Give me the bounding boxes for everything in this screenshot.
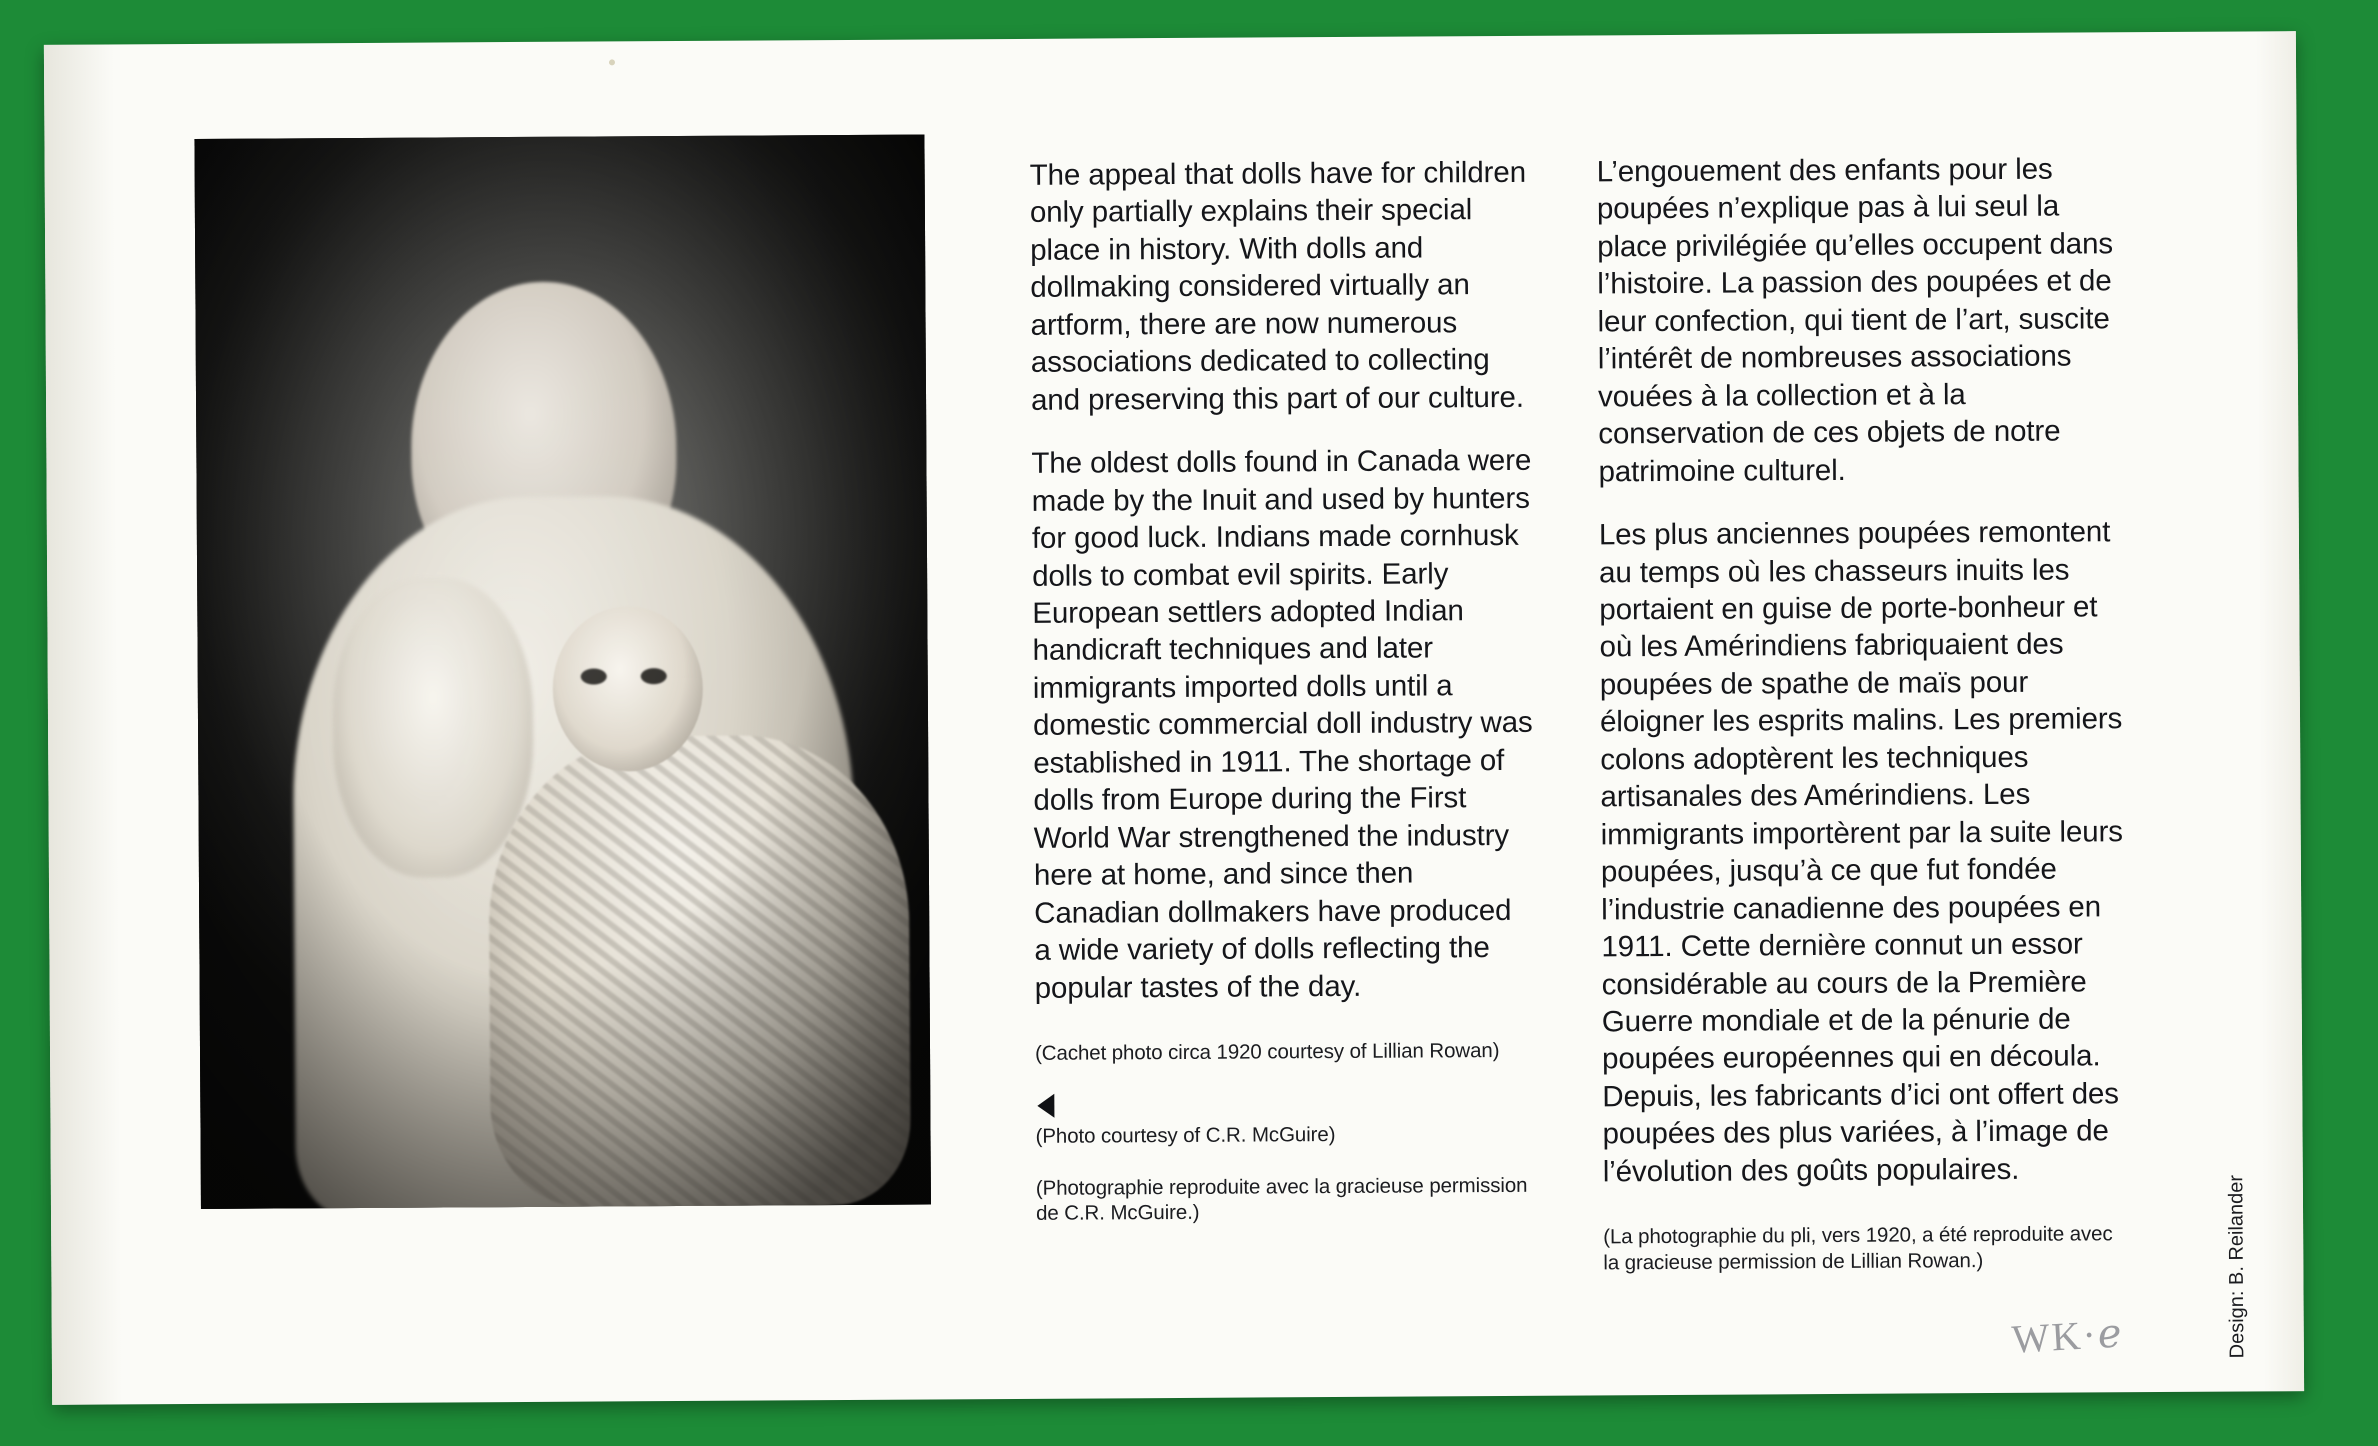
card-inner [44,31,2304,1405]
english-paragraph-2: The oldest dolls found in Canada were made by the Inuit and used by hunters for good luck. Indians made cornhusk dolls to combat evil spirits. Early European settlers adopted Indian handicraft techniques and later immigrants imported dolls until a domestic commercial doll industry was established in 1911. The shortage of dolls from Europe during the First World War strengthened the industry here at home, and since then Canadian dollmakers have produced a wide variety of dolls reflecting the popular tastes of the day. [1031,443,1533,1005]
souvenir-card [44,31,2304,1405]
english-photo-credit: (Photo courtesy of C.R. McGuire) [1035,1123,1336,1149]
french-cachet-credit-block [1603,1221,2133,1275]
photo-vignette [194,135,931,1209]
english-paragraph-1: The appeal that dolls have for children only partially explains their special place in history. With dolls and dollmaking considered virtually an artform, there are now numerous associations dedicated to collecting and preserving this part of our culture. [1029,155,1527,417]
french-cachet-credit: (La photographie du pli, vers 1920, a été reproduite avec la gracieuse permission de Lillian Rowan.) [1603,1222,2113,1275]
english-photo-credit-block [1035,1091,1536,1226]
english-cachet-credit-block [1035,1038,1535,1066]
english-cachet-credit: (Cachet photo circa 1920 courtesy of Lillian Rowan) [1034,1038,1500,1065]
girl-holding-doll-photograph [194,135,931,1209]
english-text-column [1030,154,1537,1227]
pencil-annotation: WK·ℯ [2010,1310,2125,1362]
french-photo-credit: (Photographie reproduite avec la gracieuse permission de C.R. McGuire.) [1035,1173,1528,1226]
left-triangle-icon [1037,1094,1054,1118]
designer-credit: Design: B. Reilander [2224,1174,2248,1359]
french-text-column [1597,150,2134,1275]
french-paragraph-2: Les plus anciennes poupées remontent au temps où les chasseurs inuits les portaient en guise de porte-bonheur et où les Amérindiens fabriquaient des poupées de spathe de maïs pour éloigner les esprits malins. Les premiers colons adoptèrent les techniques artisanales des Amérindiens. Les immigrants importèrent par la suite leurs poupées, jusqu’à ce que fut fondée l’industrie canadienne des poupées en 1911. Cette dernière connut un essor considérable au cours de la Première Guerre mondiale et de la pénurie de poupées européennes qui en découla. Depuis, les fabricants d’ici ont offert des poupées des plus variées, à l’image de l’évolution des goûts populaires. [1598,515,2123,1189]
paper-speck [609,59,615,65]
french-paragraph-1: L’engouement des enfants pour les poupées n’explique pas à lui seul la place privilégiée qu’elles occupent dans l’histoire. La passion des poupées et de leur confection, qui tient de l’art, suscite l’intérêt de nombreuses associations vouées à la collection et à la conservation de ces objets de notre patrimoine culturel. [1596,152,2114,489]
